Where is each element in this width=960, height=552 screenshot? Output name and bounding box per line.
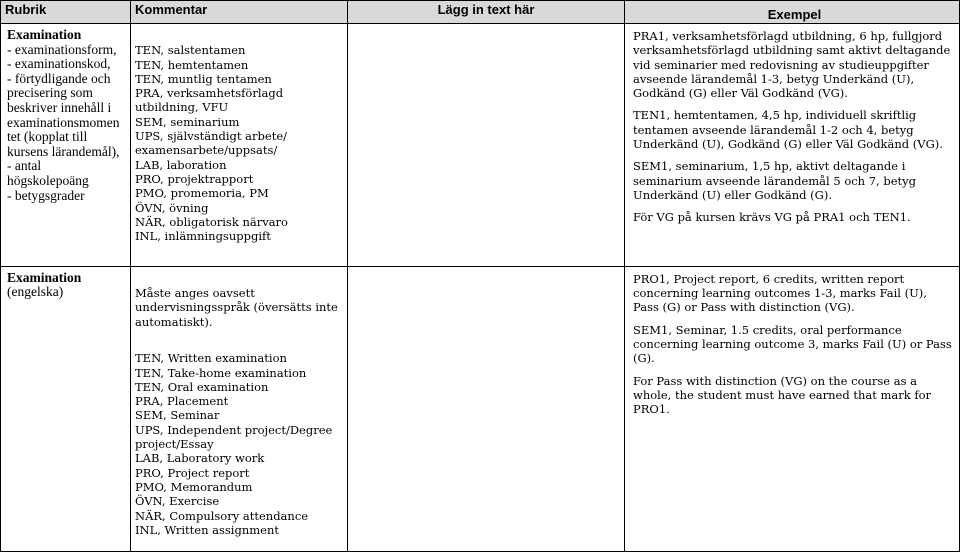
header-exempel: Exempel (625, 1, 960, 24)
exempel-paragraph: PRA1, verksamhetsförlagd utbildning, 6 hp, fullgjord verksamhetsförlagd utbildning samt aktivt deltagande vid seminarier med redovisning av studieuppgifter avseende lärandemål 1-3, betyg Underkänd (U), Godkänd (G) eller Väl Godkänd (VG). (633, 29, 951, 101)
rubrik-line: beskriver innehåll i (7, 99, 112, 115)
rubrik-line: examinationsmomen (7, 114, 120, 130)
kommentar-note: Måste anges oavsett undervisningsspråk (översätts inte automatiskt). (135, 286, 338, 329)
header-rubrik: Rubrik (1, 1, 131, 24)
exempel-paragraph: SEM1, seminarium, 1,5 hp, aktivt deltagande i seminarium avseende lärandemål 5 och 7, betyg Underkänd (U) eller Godkänd (G). (633, 159, 917, 202)
rubrik-cell (1, 24, 131, 267)
rubrik-line: kursens lärandemål), (7, 143, 120, 159)
rubrik-line: högskolepoäng (7, 172, 89, 188)
exempel-paragraph: TEN1, hemtentamen, 4,5 hp, individuell skriftlig tentamen avseende lärandemål 1-2 och 4, betyg Underkänd (U), Godkänd (G) eller Väl Godkänd (VG). (633, 108, 943, 152)
rubrik-line: tet (kopplat till (7, 129, 88, 145)
rubrik-title: Examination (7, 27, 82, 42)
rubrik-line: - förtydligande och (7, 70, 111, 86)
rubrik-line: precisering som (7, 85, 93, 101)
rubrik-cell (1, 266, 131, 552)
kommentar-cell (131, 266, 348, 552)
rubrik-line: (engelska) (7, 284, 64, 300)
exempel-paragraph: PRO1, Project report, 6 credits, written report concerning learning outcomes 1-3, marks Fail (U), Pass (G) or Pass with distinction (VG). (633, 271, 927, 315)
exempel-paragraph: For Pass with distinction (VG) on the course as a whole, the student must have earned that mark for PRO1. (633, 373, 932, 417)
exempel-paragraph: För VG på kursen krävs VG på PRA1 och TEN1. (633, 210, 911, 225)
header-row (1, 1, 960, 24)
kommentar-exam-codes: TEN, salstentamen TEN, hemtentamen TEN, muntlig tentamen PRA, verksamhetsförlagd utbildning, VFU SEM, seminarium UPS, självständigt arbete/ examensarbete/uppsats/ LAB, laboration PRO, projektrapport PMO, promemoria, PM ÖVN, övning NÄR, obligatorisk närvaro INL, inlämningsuppgift (135, 43, 288, 244)
table-row-examination-english (1, 266, 960, 552)
kommentar-exam-codes: TEN, Written examination TEN, Take-home examination TEN, Oral examination PRA, Placement SEM, Seminar UPS, Independent project/Degree project/Essay LAB, Laboratory work PRO, Project report PMO, Memorandum ÖVN, Exercise NÄR, Compulsory attendance INL, Written assignment (135, 351, 333, 537)
rubrik-line: - examinationsform, (7, 41, 117, 57)
exempel-paragraph: SEM1, Seminar, 1.5 credits, oral performance concerning learning outcome 3, marks Fail (U) or Pass (G). (633, 322, 952, 366)
table-row-examination (1, 24, 960, 267)
rubrik-line: - betygsgrader (7, 187, 85, 203)
header-lagg-in-text: Lägg in text här (348, 1, 625, 24)
kommentar-cell (131, 24, 348, 267)
lagg-in-text-cell[interactable] (348, 266, 625, 552)
lagg-in-text-cell[interactable] (348, 24, 625, 267)
exempel-cell (625, 266, 960, 552)
rubrik-line: - antal (7, 158, 42, 174)
rubrik-title: Examination (7, 269, 82, 285)
rubrik-line: - examinationskod, (7, 56, 111, 72)
exempel-cell (625, 24, 960, 267)
header-kommentar: Kommentar (131, 1, 348, 24)
